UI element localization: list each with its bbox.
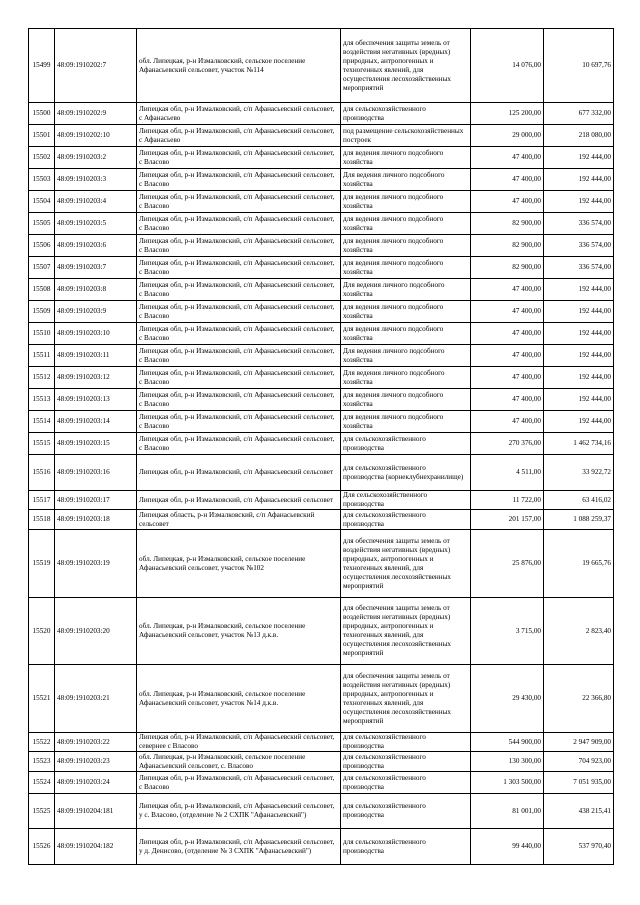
row-number: 15509 xyxy=(29,301,55,323)
address: Липецкая обл, р-н Измалковский, с/п Афанасьевский сельсовет, с Власово xyxy=(137,323,341,345)
permitted-use: для сельскохозяйственного производства xyxy=(341,829,471,865)
cadastral-number: 48:09:1910203:24 xyxy=(55,772,137,794)
row-number: 15502 xyxy=(29,147,55,169)
permitted-use: для ведения личного подсобного хозяйства xyxy=(341,191,471,213)
row-number: 15507 xyxy=(29,257,55,279)
cadastral-value: 10 697,76 xyxy=(544,29,614,103)
table-row xyxy=(29,752,614,772)
address: Липецкая обл, р-н Измалковский, с/п Афанасьевский сельсовет xyxy=(137,455,341,491)
cadastral-number: 48:09:1910203:7 xyxy=(55,257,137,279)
cadastral-value: 218 080,00 xyxy=(544,125,614,147)
cadastral-value: 336 574,00 xyxy=(544,257,614,279)
cadastral-number: 48:09:1910203:6 xyxy=(55,235,137,257)
area-value: 130 300,00 xyxy=(471,752,544,772)
cadastral-number: 48:09:1910203:16 xyxy=(55,455,137,491)
area-value: 47 400,00 xyxy=(471,191,544,213)
permitted-use: для сельскохозяйственного производства xyxy=(341,772,471,794)
permitted-use: для ведения личного подсобного хозяйства xyxy=(341,147,471,169)
row-number: 15518 xyxy=(29,510,55,530)
area-value: 4 511,00 xyxy=(471,455,544,491)
permitted-use: для ведения личного подсобного хозяйства xyxy=(341,301,471,323)
permitted-use: для сельскохозяйственного производства xyxy=(341,433,471,455)
address: Липецкая обл, р-н Измалковский, с/п Афанасьевский сельсовет, с Власово xyxy=(137,772,341,794)
area-value: 25 876,00 xyxy=(471,530,544,598)
cadastral-number: 48:09:1910203:3 xyxy=(55,169,137,191)
row-number: 15506 xyxy=(29,235,55,257)
address: обл. Липецкая, р-н Измалковский, сельское поселение Афанасьевский сельсовет, участок №114 xyxy=(137,29,341,103)
table-row xyxy=(29,345,614,367)
row-number: 15511 xyxy=(29,345,55,367)
table-row xyxy=(29,191,614,213)
address: Липецкая область, р-н Измалковский, с/п Афанасьевский сельсовет xyxy=(137,510,341,530)
cadastral-number: 48:09:1910204:181 xyxy=(55,794,137,829)
table-row xyxy=(29,733,614,752)
land-register-body xyxy=(29,29,614,865)
address: Липецкая обл, р-н Измалковский, с/п Афанасьевский сельсовет xyxy=(137,491,341,510)
row-number: 15519 xyxy=(29,530,55,598)
address: обл. Липецкая, р-н Измалковский, сельское поселение Афанасьевский сельсовет, участок №14 д.к.в. xyxy=(137,665,341,733)
row-number: 15504 xyxy=(29,191,55,213)
row-number: 15522 xyxy=(29,733,55,752)
permitted-use: под размещение сельскохозяйственных построек xyxy=(341,125,471,147)
table-row xyxy=(29,29,614,103)
cadastral-number: 48:09:1910203:21 xyxy=(55,665,137,733)
cadastral-number: 48:09:1910203:14 xyxy=(55,411,137,433)
address: Липецкая обл, р-н Измалковский, с/п Афанасьевский сельсовет, с Власово xyxy=(137,257,341,279)
area-value: 47 400,00 xyxy=(471,411,544,433)
permitted-use: для сельскохозяйственного производства xyxy=(341,794,471,829)
permitted-use: для ведения личного подсобного хозяйства xyxy=(341,213,471,235)
cadastral-number: 48:09:1910202:7 xyxy=(55,29,137,103)
address: Липецкая обл, р-н Измалковский, с/п Афанасьевский сельсовет, с Власово xyxy=(137,433,341,455)
row-number: 15501 xyxy=(29,125,55,147)
area-value: 47 400,00 xyxy=(471,301,544,323)
area-value: 47 400,00 xyxy=(471,169,544,191)
cadastral-value: 537 970,40 xyxy=(544,829,614,865)
permitted-use: для ведения личного подсобного хозяйства xyxy=(341,411,471,433)
area-value: 82 900,00 xyxy=(471,257,544,279)
area-value: 47 400,00 xyxy=(471,389,544,411)
row-number: 15513 xyxy=(29,389,55,411)
area-value: 47 400,00 xyxy=(471,279,544,301)
cadastral-number: 48:09:1910203:19 xyxy=(55,530,137,598)
cadastral-number: 48:09:1910203:9 xyxy=(55,301,137,323)
area-value: 29 430,00 xyxy=(471,665,544,733)
cadastral-number: 48:09:1910203:2 xyxy=(55,147,137,169)
permitted-use: для обеспечения защиты земель от воздействия негативных (вредных) природных, антропогенных и техногенных явлений, для осуществления лесохозяйственных мероприятий xyxy=(341,665,471,733)
area-value: 82 900,00 xyxy=(471,213,544,235)
table-row xyxy=(29,257,614,279)
table-row xyxy=(29,235,614,257)
cadastral-value: 677 332,00 xyxy=(544,103,614,125)
area-value: 29 000,00 xyxy=(471,125,544,147)
cadastral-number: 48:09:1910203:13 xyxy=(55,389,137,411)
address: Липецкая обл, р-н Измалковский, с/п Афанасьевский сельсовет, с Власово xyxy=(137,191,341,213)
permitted-use: Для ведения личного подсобного хозяйства xyxy=(341,279,471,301)
table-row xyxy=(29,323,614,345)
permitted-use: для обеспечения защиты земель от воздействия негативных (вредных) природных, антропогенных и техногенных явлений, для осуществления лесохозяйственных мероприятий xyxy=(341,530,471,598)
cadastral-value: 192 444,00 xyxy=(544,323,614,345)
cadastral-number: 48:09:1910203:5 xyxy=(55,213,137,235)
cadastral-number: 48:09:1910203:4 xyxy=(55,191,137,213)
cadastral-value: 192 444,00 xyxy=(544,367,614,389)
cadastral-number: 48:09:1910203:23 xyxy=(55,752,137,772)
address: Липецкая обл, р-н Измалковский, с/п Афанасьевский сельсовет, с Власово xyxy=(137,389,341,411)
table-row xyxy=(29,279,614,301)
table-row xyxy=(29,147,614,169)
cadastral-value: 192 444,00 xyxy=(544,191,614,213)
permitted-use: для сельскохозяйственного производства xyxy=(341,103,471,125)
cadastral-value: 63 416,02 xyxy=(544,491,614,510)
area-value: 125 200,00 xyxy=(471,103,544,125)
area-value: 14 076,00 xyxy=(471,29,544,103)
area-value: 201 157,00 xyxy=(471,510,544,530)
cadastral-number: 48:09:1910203:17 xyxy=(55,491,137,510)
address: Липецкая обл, р-н Измалковский, с/п Афанасьевский сельсовет, с Власово xyxy=(137,367,341,389)
table-row xyxy=(29,367,614,389)
cadastral-number: 48:09:1910203:18 xyxy=(55,510,137,530)
permitted-use: для сельскохозяйственного производства xyxy=(341,733,471,752)
table-row xyxy=(29,598,614,665)
table-row xyxy=(29,433,614,455)
address: Липецкая обл, р-н Измалковский, с/п Афанасьевский сельсовет, у с. Власово, (отделение № 2 СХПК "Афанасьевский") xyxy=(137,794,341,829)
cadastral-number: 48:09:1910203:22 xyxy=(55,733,137,752)
row-number: 15515 xyxy=(29,433,55,455)
cadastral-value: 438 215,41 xyxy=(544,794,614,829)
area-value: 47 400,00 xyxy=(471,345,544,367)
address: Липецкая обл, р-н Измалковский, с/п Афанасьевский сельсовет, с Власово xyxy=(137,301,341,323)
cadastral-value: 2 947 909,00 xyxy=(544,733,614,752)
area-value: 270 376,00 xyxy=(471,433,544,455)
permitted-use: для сельскохозяйственного производства xyxy=(341,510,471,530)
row-number: 15520 xyxy=(29,598,55,665)
permitted-use: для обеспечения защиты земель от воздействия негативных (вредных) природных, антропогенных и техногенных явлений, для осуществления лесохозяйственных мероприятий xyxy=(341,598,471,665)
table-row xyxy=(29,794,614,829)
cadastral-number: 48:09:1910203:8 xyxy=(55,279,137,301)
area-value: 47 400,00 xyxy=(471,367,544,389)
permitted-use: для сельскохозяйственного производства xyxy=(341,752,471,772)
row-number: 15508 xyxy=(29,279,55,301)
address: Липецкая обл, р-н Измалковский, с/п Афанасьевский сельсовет, с Власово xyxy=(137,279,341,301)
area-value: 99 440,00 xyxy=(471,829,544,865)
table-row xyxy=(29,169,614,191)
area-value: 47 400,00 xyxy=(471,323,544,345)
cadastral-value: 336 574,00 xyxy=(544,235,614,257)
cadastral-number: 48:09:1910202:9 xyxy=(55,103,137,125)
permitted-use: для ведения личного подсобного хозяйства xyxy=(341,235,471,257)
cadastral-number: 48:09:1910202:10 xyxy=(55,125,137,147)
cadastral-value: 192 444,00 xyxy=(544,301,614,323)
address: обл. Липецкая, р-н Измалковский, сельское поселение Афанасьевский сельсовет, с. Власово xyxy=(137,752,341,772)
table-row xyxy=(29,829,614,865)
cadastral-value: 1 088 259,37 xyxy=(544,510,614,530)
table-row xyxy=(29,665,614,733)
address: Липецкая обл, р-н Измалковский, с/п Афанасьевский сельсовет, севернее с Власово xyxy=(137,733,341,752)
cadastral-number: 48:09:1910203:12 xyxy=(55,367,137,389)
area-value: 11 722,00 xyxy=(471,491,544,510)
area-value: 1 303 500,00 xyxy=(471,772,544,794)
address: Липецкая обл, р-н Измалковский, с/п Афанасьевский сельсовет, с Афанасьево xyxy=(137,103,341,125)
row-number: 15512 xyxy=(29,367,55,389)
row-number: 15524 xyxy=(29,772,55,794)
cadastral-value: 192 444,00 xyxy=(544,411,614,433)
cadastral-value: 192 444,00 xyxy=(544,345,614,367)
row-number: 15505 xyxy=(29,213,55,235)
cadastral-value: 704 923,00 xyxy=(544,752,614,772)
land-register-table xyxy=(28,28,614,865)
address: обл. Липецкая, р-н Измалковский, сельское поселение Афанасьевский сельсовет, участок №13 д.к.в. xyxy=(137,598,341,665)
table-row xyxy=(29,491,614,510)
table-row xyxy=(29,389,614,411)
address: Липецкая обл, р-н Измалковский, с/п Афанасьевский сельсовет, с Власово xyxy=(137,411,341,433)
permitted-use: для ведения личного подсобного хозяйства xyxy=(341,389,471,411)
cadastral-value: 7 051 935,00 xyxy=(544,772,614,794)
permitted-use: для сельскохозяйственного производства (корнеклубнехранилище) xyxy=(341,455,471,491)
cadastral-value: 33 922,72 xyxy=(544,455,614,491)
row-number: 15526 xyxy=(29,829,55,865)
row-number: 15516 xyxy=(29,455,55,491)
area-value: 81 001,00 xyxy=(471,794,544,829)
row-number: 15510 xyxy=(29,323,55,345)
cadastral-value: 1 462 734,16 xyxy=(544,433,614,455)
table-row xyxy=(29,455,614,491)
table-row xyxy=(29,510,614,530)
area-value: 544 900,00 xyxy=(471,733,544,752)
cadastral-number: 48:09:1910203:10 xyxy=(55,323,137,345)
address: Липецкая обл, р-н Измалковский, с/п Афанасьевский сельсовет, с Власово xyxy=(137,169,341,191)
row-number: 15503 xyxy=(29,169,55,191)
cadastral-value: 2 823,40 xyxy=(544,598,614,665)
address: Липецкая обл, р-н Измалковский, с/п Афанасьевский сельсовет, у д. Денисово, (отделение № 3 СХПК "Афанасьевский") xyxy=(137,829,341,865)
cadastral-value: 192 444,00 xyxy=(544,169,614,191)
area-value: 47 400,00 xyxy=(471,147,544,169)
permitted-use: для ведения личного подсобного хозяйства xyxy=(341,323,471,345)
row-number: 15514 xyxy=(29,411,55,433)
permitted-use: Для ведения личного подсобного хозяйства xyxy=(341,345,471,367)
row-number: 15521 xyxy=(29,665,55,733)
row-number: 15523 xyxy=(29,752,55,772)
address: обл. Липецкая, р-н Измалковский, сельское поселение Афанасьевский сельсовет, участок №102 xyxy=(137,530,341,598)
address: Липецкая обл, р-н Измалковский, с/п Афанасьевский сельсовет, с Власово xyxy=(137,345,341,367)
permitted-use: для ведения личного подсобного хозяйства xyxy=(341,257,471,279)
table-row xyxy=(29,301,614,323)
cadastral-number: 48:09:1910203:11 xyxy=(55,345,137,367)
area-value: 3 715,00 xyxy=(471,598,544,665)
permitted-use: Для ведения личного подсобного хозяйства xyxy=(341,367,471,389)
cadastral-number: 48:09:1910204:182 xyxy=(55,829,137,865)
row-number: 15517 xyxy=(29,491,55,510)
address: Липецкая обл, р-н Измалковский, с/п Афанасьевский сельсовет, с Власово xyxy=(137,235,341,257)
row-number: 15499 xyxy=(29,29,55,103)
table-row xyxy=(29,411,614,433)
cadastral-value: 192 444,00 xyxy=(544,147,614,169)
table-row xyxy=(29,772,614,794)
area-value: 82 900,00 xyxy=(471,235,544,257)
cadastral-value: 22 366,80 xyxy=(544,665,614,733)
permitted-use: Для ведения личного подсобного хозяйства xyxy=(341,169,471,191)
address: Липецкая обл, р-н Измалковский, с/п Афанасьевский сельсовет, с Власово xyxy=(137,213,341,235)
table-row xyxy=(29,213,614,235)
cadastral-value: 192 444,00 xyxy=(544,389,614,411)
cadastral-value: 19 665,76 xyxy=(544,530,614,598)
permitted-use: для обеспечения защиты земель от воздействия негативных (вредных) природных, антропогенных и техногенных явлений, для осуществления лесохозяйственных мероприятий xyxy=(341,29,471,103)
table-row xyxy=(29,103,614,125)
table-row xyxy=(29,125,614,147)
address: Липецкая обл, р-н Измалковский, с/п Афанасьевский сельсовет, с Афанасьево xyxy=(137,125,341,147)
cadastral-value: 192 444,00 xyxy=(544,279,614,301)
row-number: 15500 xyxy=(29,103,55,125)
cadastral-number: 48:09:1910203:20 xyxy=(55,598,137,665)
row-number: 15525 xyxy=(29,794,55,829)
cadastral-value: 336 574,00 xyxy=(544,213,614,235)
cadastral-number: 48:09:1910203:15 xyxy=(55,433,137,455)
table-row xyxy=(29,530,614,598)
permitted-use: Для сельскохозяйственного производства xyxy=(341,491,471,510)
address: Липецкая обл, р-н Измалковский, с/п Афанасьевский сельсовет, с Власово xyxy=(137,147,341,169)
